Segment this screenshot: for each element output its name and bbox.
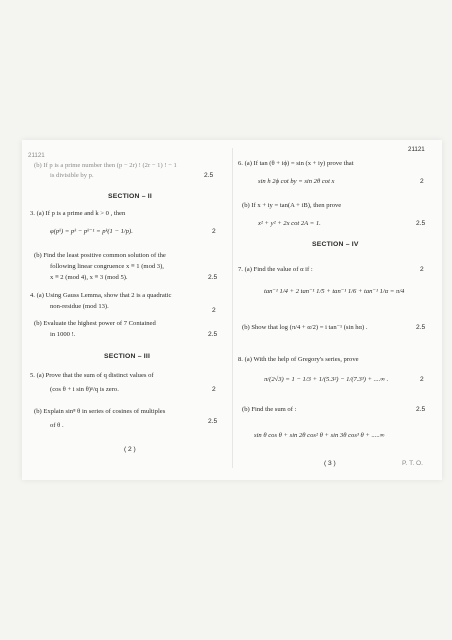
q6b-marks: 2.5: [416, 220, 426, 227]
q8a-line1: 8. (a) With the help of Gregory's series, prove: [238, 356, 359, 363]
q6b-line1: (b) If x + iy = tan(A + iB), then prove: [242, 202, 342, 209]
q4b-line1: (b) Evaluate the highest power of 7 Contained: [34, 320, 156, 327]
q5a-line1: 5. (a) Prove that the sum of q distinct values of: [30, 372, 154, 379]
q3b-marks: 2.5: [208, 274, 218, 281]
q5b-line2: of θ .: [50, 422, 64, 429]
q3b-line1: (b) Find the least positive common solution of the: [34, 252, 166, 259]
q3b-line2: following linear congruence x ≡ 1 (mod 3),: [50, 263, 164, 270]
q5b-line1: (b) Explain sin⁸ θ in series of cosines of multiples: [34, 408, 166, 415]
q8b-marks: 2.5: [416, 406, 426, 413]
page-number-left: ( 2 ): [124, 446, 136, 453]
q7b-marks: 2.5: [416, 324, 426, 331]
q4a-line1: 4. (a) Using Gauss Lemma, show that 2 is a quadratic: [30, 292, 172, 299]
paper-code-right: 21121: [408, 146, 425, 153]
section-3-heading: SECTION – III: [104, 353, 151, 360]
q7a-marks: 2: [420, 266, 424, 273]
q3a-marks: 2: [212, 228, 216, 235]
q6a-line1: 6. (a) If tan (θ + iϕ) = sin (x + iy) prove that: [238, 160, 354, 167]
q5a-line2: (cos θ + i sin θ)ᵖ/q is zero.: [50, 386, 119, 393]
q2b-line1: (b) If p is a prime number then (p − 2r) ! (2r − 1) ! − 1: [34, 162, 177, 169]
q6a-line2: sin h 2ϕ cot by = sin 2θ cot x: [258, 178, 335, 185]
q4a-line2: non-residue (mod 13).: [50, 303, 109, 310]
q3b-line3: x ≡ 2 (mod 4), x ≡ 3 (mod 5).: [50, 274, 128, 281]
q2b-marks: 2.5: [204, 172, 214, 179]
q5b-marks: 2.5: [208, 418, 218, 425]
exam-sheet: [22, 140, 442, 480]
q3a-formula: φ(pᵏ) = pᵏ − pᵏ⁻¹ = pᵏ(1 − 1/p).: [50, 228, 133, 235]
q4b-marks: 2.5: [208, 331, 218, 338]
pto-label: P. T. O.: [402, 460, 424, 467]
section-4-heading: SECTION – IV: [312, 241, 359, 248]
q3a-line1: 3. (a) If p is a prime and k > 0 , then: [30, 210, 126, 217]
left-page: [28, 140, 228, 480]
q6a-marks: 2: [420, 178, 424, 185]
q7b-line1: (b) Show that log (π/4 + α/2) = i tan⁻¹ (sin hα) .: [242, 324, 368, 331]
page-number-right: ( 3 ): [324, 460, 336, 467]
section-2-heading: SECTION – II: [108, 193, 152, 200]
paper-code: 21121: [28, 152, 45, 159]
q4b-line2: in 1000 !.: [50, 331, 76, 338]
right-page: [236, 140, 436, 480]
q7a-formula: tan⁻¹ 1/4 + 2 tan⁻¹ 1/5 + tan⁻¹ 1/6 + tan⁻¹ 1/α = π/4: [264, 288, 405, 295]
q4a-marks: 2: [212, 307, 216, 314]
q8a-formula: π/(2√3) = 1 − 1/3 + 1/(5.3²) − 1/(7.3³) + ....∞ .: [264, 376, 389, 383]
q5a-marks: 2: [212, 386, 216, 393]
q8a-marks: 2: [420, 376, 424, 383]
q8b-line1: (b) Find the sum of :: [242, 406, 297, 413]
q6b-line2: x² + y² + 2x cot 2A = 1.: [258, 220, 321, 227]
q8b-formula: sin θ cos θ + sin 2θ cos² θ + sin 3θ cos³ θ + .....∞: [254, 432, 385, 439]
q7a-line1: 7. (a) Find the value of α if :: [238, 266, 313, 273]
page-divider: [232, 148, 233, 468]
q2b-line2: is divisible by p.: [50, 172, 94, 179]
